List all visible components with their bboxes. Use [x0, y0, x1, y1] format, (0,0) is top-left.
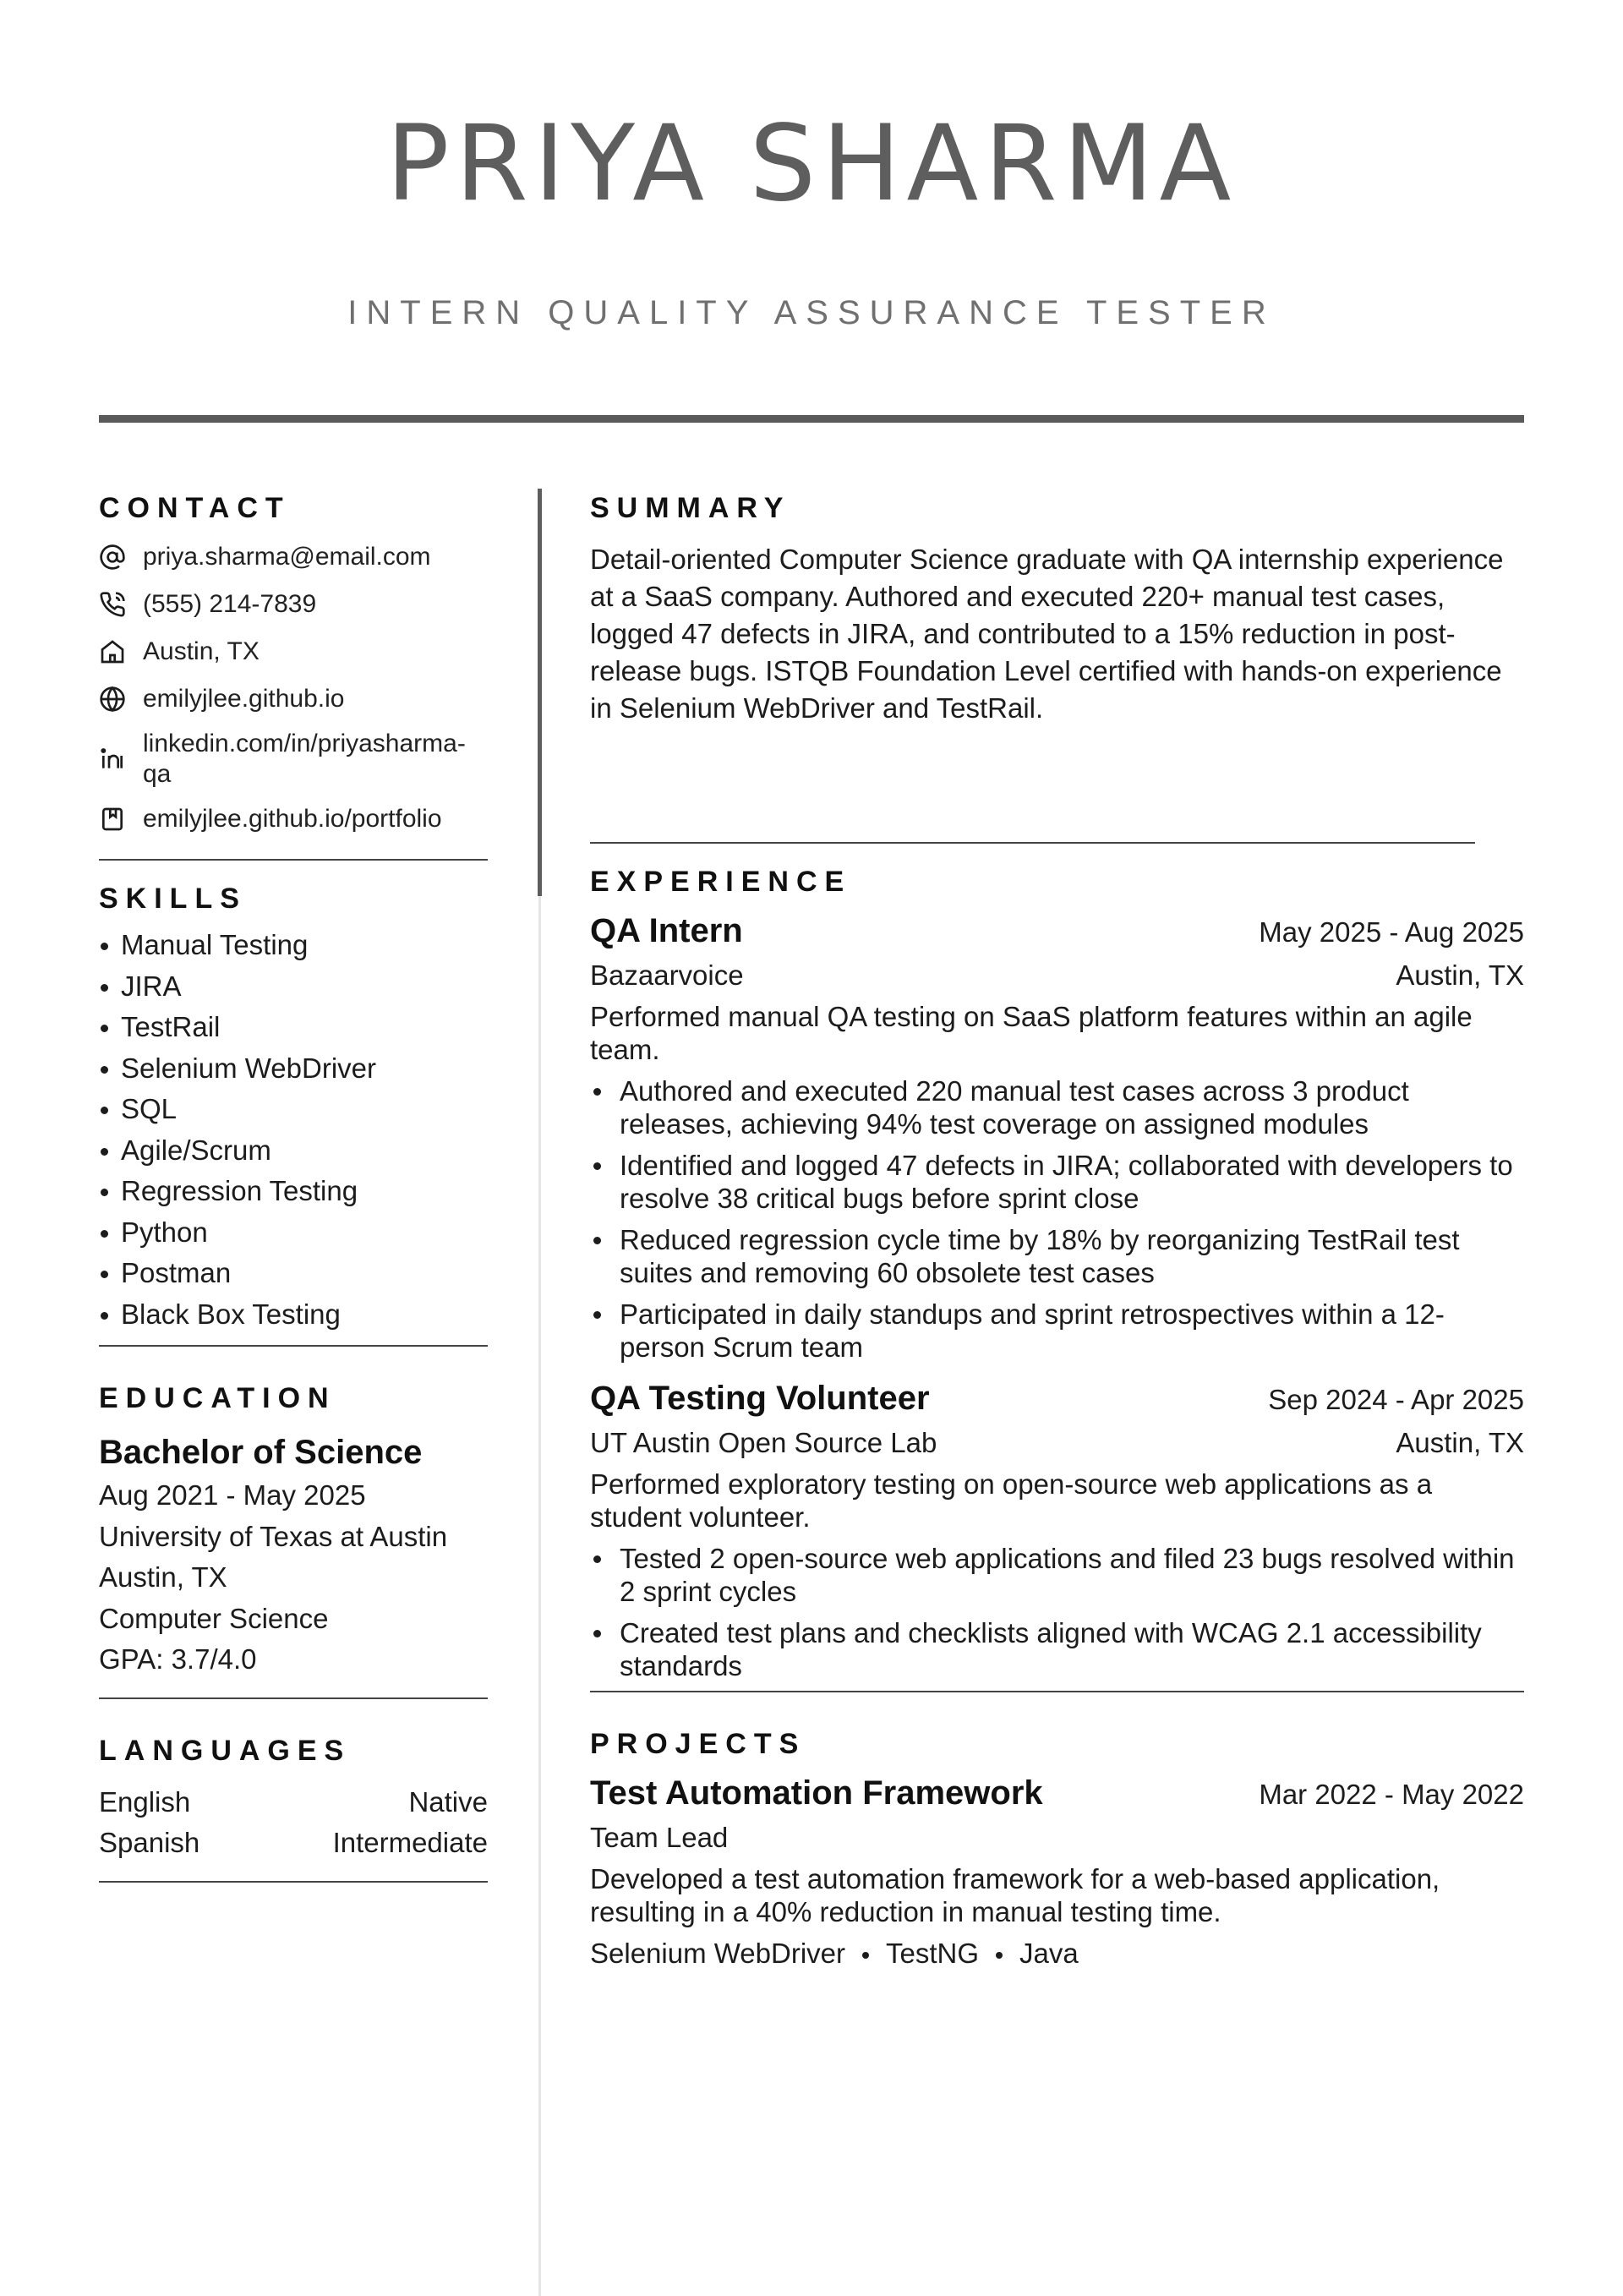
list-item: Authored and executed 220 manual test cases across 3 product releases, achieving 94% test coverage on assigned modules — [590, 1074, 1524, 1140]
job-bullets — [590, 1074, 1524, 1364]
education-dates: Aug 2021 - May 2025 — [99, 1479, 366, 1511]
contact-portfolio[interactable] — [99, 801, 488, 837]
list-item: Black Box Testing — [99, 1294, 488, 1336]
experience-section — [590, 862, 1524, 1682]
project-description: Developed a test automation framework for a web-based application, resulting in a 40% reduction in manual testing time. — [590, 1863, 1440, 1927]
right-divider-2 — [590, 1691, 1524, 1692]
bookmark-icon — [99, 801, 129, 837]
contact-website[interactable] — [99, 681, 488, 717]
right-column — [590, 489, 1524, 1974]
job-entry — [590, 908, 1524, 1364]
gpa: GPA: 3.7/4.0 — [99, 1643, 257, 1675]
language-level: Native — [408, 1785, 488, 1818]
school-location: Austin, TX — [99, 1561, 227, 1593]
portfolio-text: emilyjlee.github.io/portfolio — [143, 805, 442, 833]
company-name: Bazaarvoice — [590, 959, 744, 991]
left-divider-3 — [99, 1697, 488, 1699]
linkedin-icon — [99, 729, 129, 790]
language-name: English — [99, 1785, 191, 1818]
list-item: Identified and logged 47 defects in JIRA; collaborated with developers to resolve 38 critical bugs before sprint close — [590, 1149, 1524, 1215]
linkedin-text: linkedin.com/in/priyasharma-qa — [143, 730, 466, 788]
header-divider — [99, 415, 1524, 423]
language-name: Spanish — [99, 1827, 200, 1858]
list-item: Agile/Scrum — [99, 1130, 488, 1172]
right-divider-1 — [590, 842, 1475, 844]
job-description: Performed exploratory testing on open-source web applications as a student volunteer. — [590, 1468, 1433, 1533]
job-dates: May 2025 - Aug 2025 — [1259, 916, 1524, 948]
contact-list — [99, 539, 488, 837]
project-tech-stack — [590, 1933, 1524, 1974]
contact-location — [99, 634, 488, 670]
list-item: SQL — [99, 1089, 488, 1130]
left-divider-1 — [99, 859, 488, 861]
language-level: Intermediate — [332, 1827, 488, 1858]
list-item: Created test plans and checklists aligned with WCAG 2.1 accessibility standards — [590, 1616, 1524, 1682]
tech-item: Java — [1019, 1938, 1079, 1969]
website-text: emilyjlee.github.io — [143, 685, 345, 713]
languages-section — [99, 1731, 488, 1864]
project-entry — [590, 1770, 1524, 1974]
school-name: University of Texas at Austin — [99, 1520, 448, 1552]
list-item: Regression Testing — [99, 1171, 488, 1212]
separator-dot — [996, 1952, 1003, 1959]
list-item: Participated in daily standups and sprint retrospectives within a 12-person Scrum team — [590, 1298, 1524, 1364]
candidate-name: PRIYA SHARMA — [385, 103, 1238, 225]
list-item: TestRail — [99, 1007, 488, 1048]
job-description: Performed manual QA testing on SaaS platform features within an agile team. — [590, 1001, 1473, 1065]
email-text: priya.sharma@email.com — [143, 543, 431, 571]
project-role: Team Lead — [590, 1822, 729, 1853]
summary-heading: SUMMARY — [590, 492, 791, 524]
summary-section — [590, 489, 1524, 842]
contact-phone[interactable] — [99, 587, 488, 622]
contact-section — [99, 489, 488, 837]
home-icon — [99, 634, 129, 670]
tech-item: TestNG — [886, 1938, 980, 1969]
projects-heading: PROJECTS — [590, 1728, 806, 1760]
skills-heading: SKILLS — [99, 883, 247, 915]
language-row — [99, 1782, 488, 1823]
job-dates: Sep 2024 - Apr 2025 — [1268, 1384, 1524, 1415]
job-bullets — [590, 1542, 1524, 1682]
tech-item: Selenium WebDriver — [590, 1938, 845, 1969]
languages-heading: LANGUAGES — [99, 1734, 352, 1767]
location-text: Austin, TX — [143, 637, 260, 665]
at-icon — [99, 539, 129, 575]
left-divider-4 — [99, 1881, 488, 1883]
experience-heading: EXPERIENCE — [590, 866, 852, 898]
field-of-study: Computer Science — [99, 1602, 329, 1634]
list-item: Tested 2 open-source web applications and filed 23 bugs resolved within 2 sprint cycles — [590, 1542, 1524, 1608]
contact-heading: CONTACT — [99, 492, 291, 524]
education-section — [99, 1379, 488, 1681]
degree: Bachelor of Science — [99, 1434, 423, 1471]
list-item: Reduced regression cycle time by 18% by reorganizing TestRail test suites and removing 60 obsolete test cases — [590, 1223, 1524, 1289]
skills-list — [99, 925, 488, 1335]
list-item: JIRA — [99, 966, 488, 1008]
company-name: UT Austin Open Source Lab — [590, 1427, 937, 1458]
language-row — [99, 1823, 488, 1864]
globe-icon — [99, 681, 129, 717]
column-divider-light — [538, 896, 541, 2296]
job-title: QA Intern — [590, 912, 743, 949]
job-location: Austin, TX — [1396, 1427, 1524, 1458]
list-item: Selenium WebDriver — [99, 1048, 488, 1090]
list-item: Postman — [99, 1253, 488, 1294]
phone-icon — [99, 587, 129, 622]
project-title: Test Automation Framework — [590, 1774, 1043, 1812]
job-title: QA Testing Volunteer — [590, 1380, 930, 1417]
separator-dot — [862, 1952, 869, 1959]
left-divider-2 — [99, 1345, 488, 1347]
job-title-headline: INTERN QUALITY ASSURANCE TESTER — [347, 294, 1276, 331]
job-entry — [590, 1375, 1524, 1682]
project-dates: Mar 2022 - May 2022 — [1259, 1779, 1524, 1810]
list-item: Python — [99, 1212, 488, 1254]
skills-section — [99, 879, 488, 1335]
column-divider-dark — [538, 489, 542, 896]
summary-text: Detail-oriented Computer Science graduate with QA internship experience at a SaaS company. Authored and executed 220+ manual test cases, logged 47 defects in JIRA, and contributed to a 15% reduction in post-release bugs. ISTQB Foundation Level certified with hands-on experience in Selenium WebDriver and TestRail. — [590, 544, 1504, 724]
contact-linkedin[interactable] — [99, 729, 488, 790]
phone-text: (555) 214-7839 — [143, 590, 317, 618]
contact-email[interactable] — [99, 539, 488, 575]
left-column — [99, 489, 488, 1883]
list-item: Manual Testing — [99, 925, 488, 966]
projects-section — [590, 1725, 1524, 1974]
job-location: Austin, TX — [1396, 959, 1524, 991]
education-heading: EDUCATION — [99, 1382, 336, 1414]
